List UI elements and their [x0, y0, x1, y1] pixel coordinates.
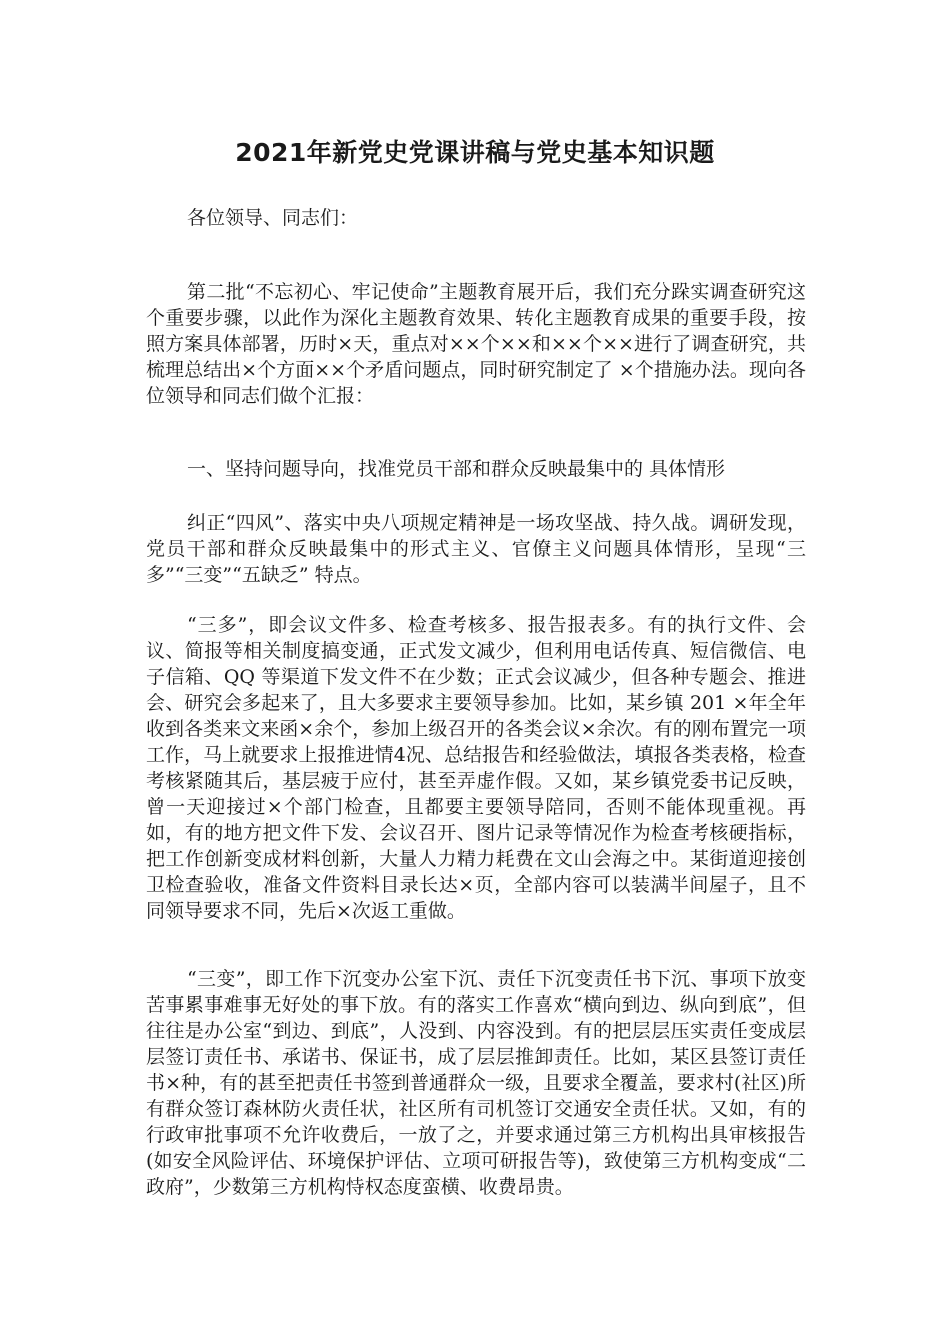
paragraph-intro: 第二批“不忘初心、牢记使命”主题教育展开后，我们充分跺实调查研究这个重要步骤，以此作为深化主题教育效果、转化主题教育成果的重要手段，按照方案具体部署，历时×天，重点对××个××和××个××进行了调查研究，共梳理总结出×个方面××个矛盾问题点，同时研究制定了 ×个措施办法。现向各位领导和同志们做个汇报：: [146, 281, 806, 407]
document-title: 2021年新党史党课讲稿与党史基本知识题: [235, 138, 715, 167]
greeting: 各位领导、同志们：: [187, 207, 359, 229]
paragraph-overview: 纠正“四风”、落实中央八项规定精神是一场攻坚战、持久战。调研发现，党员干部和群众反映最集中的形式主义、官僚主义问题具体情形，呈现“三多”“三变”“五缺乏” 特点。: [146, 512, 806, 586]
paragraph-three-more: “三多”，即会议文件多、检查考核多、报告报表多。有的执行文件、会议、简报等相关制度搞变通，正式发文减少，但利用电话传真、短信微信、电子信箱、QQ 等渠道下发文件不在少数；正式会议减少，但各种专题会、推进会、研究会多起来了，且大多要求主要领导参加。比如，某乡镇 201 ×年全年收到各类来文来函×余个，参加上级召开的各类会议×余次。有的刚布置完一项工作，马上就要求上报推进情4况、总结报告和经验做法，填报各类表格，检查考核紧随其后，基层疲于应付，甚至弄虚作假。又如，某乡镇党委书记反映，曾一天迎接过×个部门检查，且都要主要领导陪同，否则不能体现重视。再如，有的地方把文件下发、会议召开、图片记录等情况作为检查考核硬指标，把工作创新变成材料创新，大量人力精力耗费在文山会海之中。某街道迎接创卫检查验收，准备文件资料目录长达×页，全部内容可以装满半间屋子，且不同领导要求不同，先后×次返工重做。: [146, 614, 806, 922]
section-heading-1: 一、坚持问题导向，找准党员干部和群众反映最集中的 具体情形: [187, 458, 726, 480]
paragraph-three-changes: “三变”，即工作下沉变办公室下沉、责任下沉变责任书下沉、事项下放变苦事累事难事无好处的事下放。有的落实工作喜欢“横向到边、纵向到底”，但往往是办公室“到边、到底”，人没到、内容没到。有的把层层压实责任变成层层签订责任书、承诺书、保证书，成了层层推卸责任。比如，某区县签订责任书×种，有的甚至把责任书签到普通群众一级，且要求全覆盖，要求村(社区)所有群众签订森林防火责任状，社区所有司机签订交通安全责任状。又如，有的行政审批事项不允许收费后，一放了之，并要求通过第三方机构出具审核报告(如安全风险评估、环境保护评估、立项可研报告等)，致使第三方机构变成“二政府”，少数第三方机构恃权态度蛮横、收费昂贵。: [146, 968, 806, 1198]
